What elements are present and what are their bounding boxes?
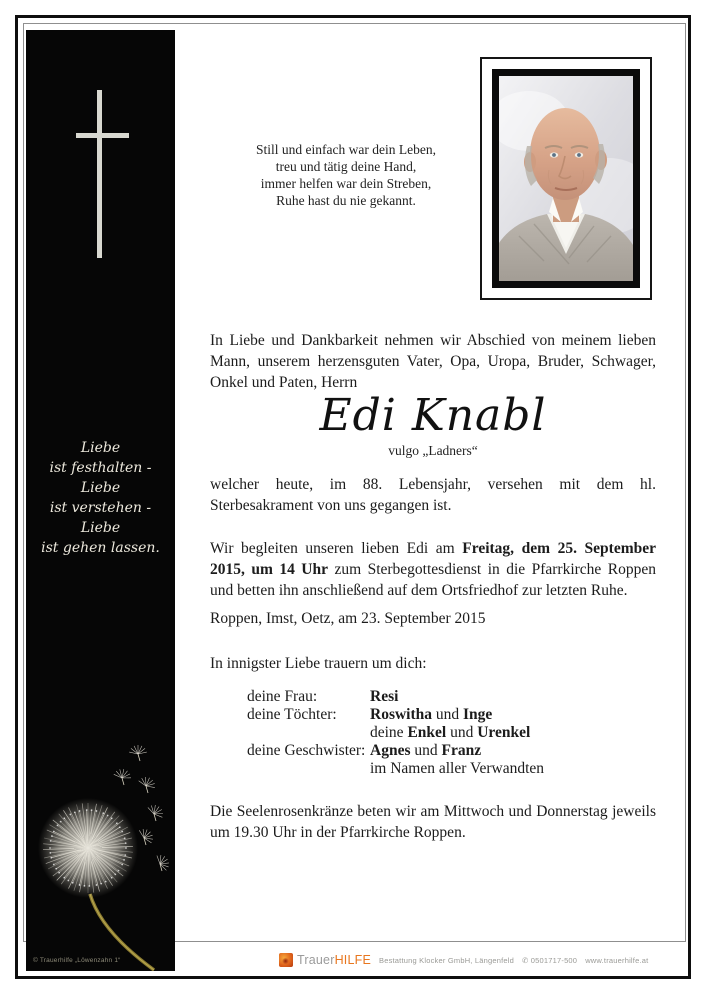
deceased-vulgo: vulgo „Ladners“ <box>388 443 478 458</box>
mourner-text: und <box>432 706 464 723</box>
funeral-text: zum Sterbegottesdienst in die Pfarrkirche Roppen und betten ihn anschließend auf dem Ortsfriedhof zur letzten Ruhe. <box>210 561 656 599</box>
sidebar-poem-line: Liebe <box>80 520 121 536</box>
mourner-name: Roswitha <box>370 706 433 723</box>
mourner-row <box>247 760 656 778</box>
mourner-label <box>247 760 370 778</box>
mourner-name: Agnes <box>370 742 411 759</box>
brand-hilfe: HILFE <box>334 953 371 967</box>
mourner-label: deine Töchter: <box>247 706 337 723</box>
mourner-text: im Namen aller Verwandten <box>370 760 545 777</box>
funeral-paragraph <box>210 538 656 601</box>
image-credit: © Trauerhilfe „Löwenzahn 1“ <box>33 957 121 964</box>
brand-trauer: Trauer <box>297 953 335 967</box>
place-date-line: Roppen, Imst, Oetz, am 23. September 2015 <box>210 610 486 627</box>
funeral-date-bold: Freitag, dem 25. September 2015, um 14 Uhr <box>210 540 656 578</box>
sidebar-poem-line: Liebe <box>80 440 121 456</box>
mourner-names <box>370 724 656 742</box>
mourner-text: deine <box>370 724 408 741</box>
sidebar-poem-line: Liebe <box>80 480 121 496</box>
trauerhilfe-brand <box>297 953 371 967</box>
mourner-row <box>247 742 656 760</box>
sidebar-poem-line: ist gehen lassen. <box>41 540 160 556</box>
portrait-photo <box>492 69 640 288</box>
footer-company: Bestattung Klocker GmbH, Längenfeld <box>379 955 514 965</box>
sidebar-mourning-band <box>26 30 175 971</box>
funeral-text: Wir begleiten unseren lieben Edi am <box>210 540 463 557</box>
cross-icon-bar <box>76 133 129 138</box>
mourner-row <box>247 724 656 742</box>
footer-website: www.trauerhilfe.at <box>585 955 649 965</box>
trauerhilfe-logo-icon <box>279 953 293 967</box>
opening-poem <box>232 141 460 209</box>
opening-poem-line: Ruhe hast du nie gekannt. <box>276 193 416 208</box>
mourner-name: Resi <box>370 688 399 705</box>
mourner-names <box>370 688 656 706</box>
mourner-name: Inge <box>463 706 493 723</box>
rosary-paragraph: Die Seelenrosenkränze beten wir am Mittwoch und Donnerstag jeweils um 19.30 Uhr in der Pfarrkirche Roppen. <box>210 803 656 841</box>
opening-poem-line: immer helfen war dein Streben, <box>260 176 432 191</box>
passing-paragraph: welcher heute, im 88. Lebensjahr, versehen mit dem hl. Sterbesakrament von uns gegangen ist. <box>210 476 656 514</box>
mourner-text: und <box>410 742 442 759</box>
mourner-row <box>247 706 656 724</box>
dandelion-image <box>26 736 175 971</box>
mourner-name: Franz <box>441 742 482 759</box>
mourner-row <box>247 688 656 706</box>
intro-paragraph: In Liebe und Dankbarkeit nehmen wir Abschied von meinem lieben Mann, unserem herzensguten Vater, Opa, Uropa, Bruder, Schwager, Onkel und Paten, Herrn <box>210 332 656 391</box>
mourner-names <box>370 742 656 760</box>
mourning-heading: In innigster Liebe trauern um dich: <box>210 655 427 672</box>
mourner-label: deine Geschwister: <box>247 742 366 759</box>
mourners-table <box>247 688 656 778</box>
cross-icon <box>97 90 102 258</box>
mourner-label <box>247 724 370 742</box>
mourner-label: deine Frau: <box>247 688 318 705</box>
opening-poem-line: treu und tätig deine Hand, <box>275 159 417 174</box>
mourner-text: und <box>446 724 478 741</box>
opening-poem-line: Still und einfach war dein Leben, <box>256 142 436 157</box>
footer-phone: ✆ 0501717-500 <box>522 955 578 965</box>
mourner-name: Enkel <box>407 724 447 741</box>
sidebar-poem-line: ist verstehen - <box>49 500 152 516</box>
funeral-home-footer <box>279 951 648 969</box>
mourner-names <box>370 706 656 724</box>
sidebar-poem <box>26 438 175 558</box>
deceased-name: Edi Knabl <box>319 390 547 441</box>
mourner-names <box>370 760 656 778</box>
mourner-name: Urenkel <box>477 724 531 741</box>
portrait-photo-frame <box>480 57 652 300</box>
sidebar-poem-line: ist festhalten - <box>49 460 152 476</box>
